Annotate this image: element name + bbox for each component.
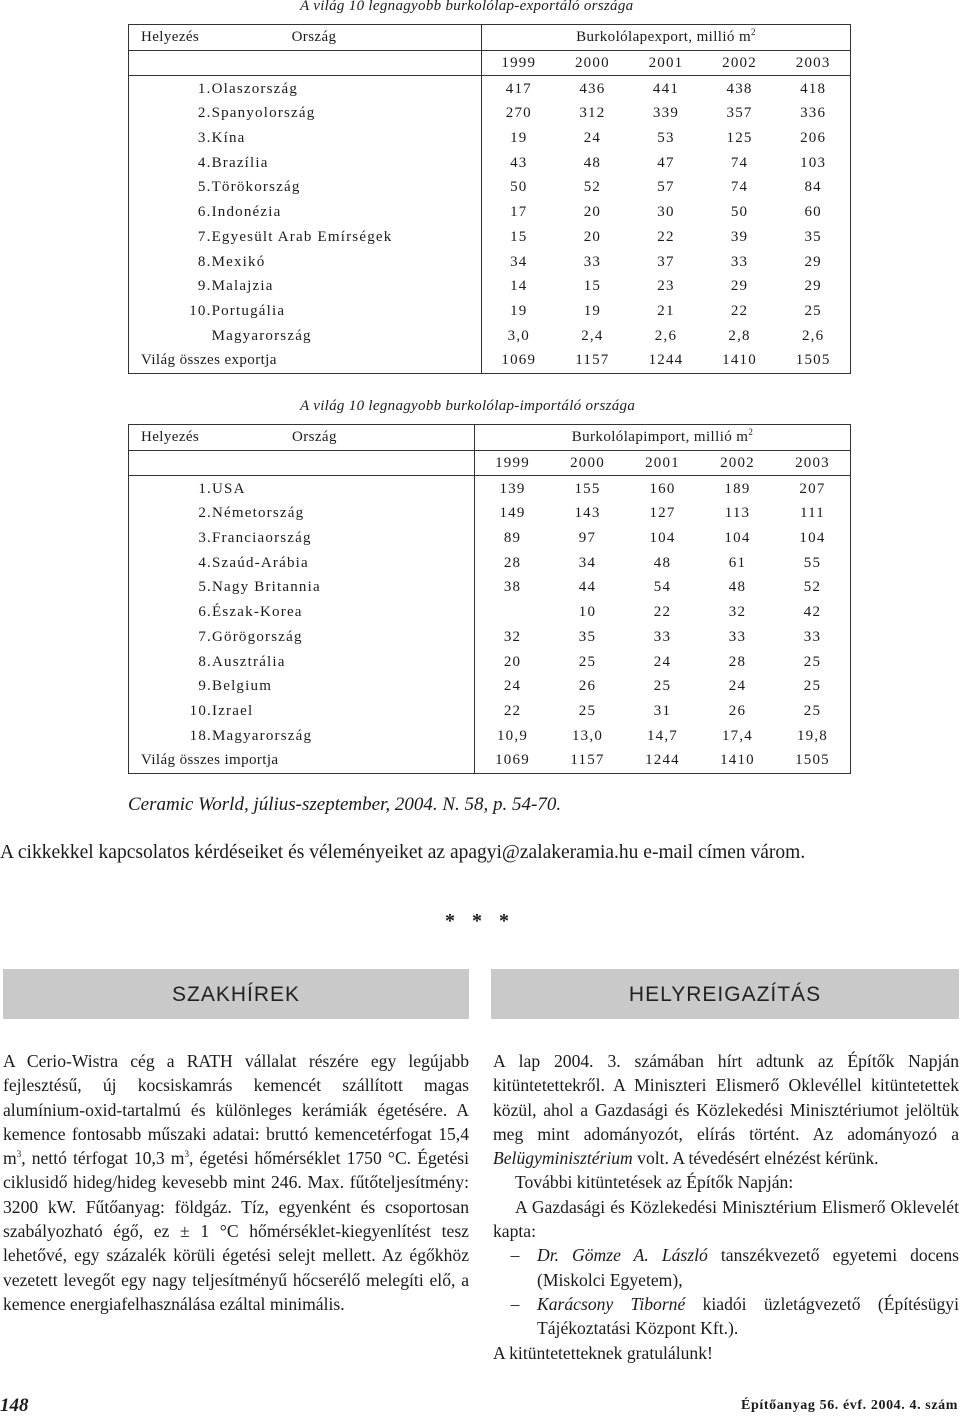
- total-value: 1069: [501, 352, 537, 369]
- rank-cell: 1.: [197, 80, 212, 97]
- country-cell: USA: [212, 476, 475, 501]
- value-cell: 60: [804, 204, 822, 221]
- table-row: [129, 249, 851, 274]
- value-cell: 25: [578, 702, 597, 719]
- value-cell: 29: [804, 278, 822, 295]
- value-cell: 189: [724, 480, 751, 497]
- value-cell: 34: [510, 253, 528, 270]
- szakhirek-article: [3, 1049, 469, 1316]
- country-cell: Franciaország: [212, 526, 475, 551]
- rank-cell: 8.: [197, 253, 212, 270]
- rank-cell: 10.: [189, 302, 212, 319]
- years-row: [129, 450, 851, 476]
- value-cell: 14,7: [646, 727, 679, 744]
- table-row: [129, 699, 851, 724]
- value-cell: 19,8: [796, 727, 829, 744]
- value-cell: 111: [799, 505, 825, 522]
- country-cell: Szaúd-Arábia: [212, 550, 475, 575]
- value-cell: 24: [653, 653, 672, 670]
- country-cell: Mexikó: [212, 249, 482, 274]
- rank-cell: 1.: [198, 480, 212, 497]
- country-cell: Görögország: [212, 625, 475, 650]
- value-cell: 55: [803, 554, 822, 571]
- value-cell: 74: [730, 179, 749, 196]
- value-cell: 417: [505, 80, 532, 97]
- value-cell: 50: [510, 179, 528, 196]
- total-value: 1505: [795, 352, 831, 369]
- total-label: Világ összes importja: [129, 748, 475, 773]
- value-cell: 38: [503, 579, 522, 596]
- award-item: – Karácsony Tiborné kiadói üzletágvezető (Építésügyi Tájékoztatási Központ Kft.).: [510, 1293, 959, 1339]
- value-cell: 48: [653, 554, 672, 571]
- value-cell: 339: [652, 105, 680, 122]
- value-cell: 127: [649, 505, 676, 522]
- value-cell: 15: [583, 278, 602, 295]
- year-cell: 1999: [482, 50, 556, 76]
- value-cell: 42: [803, 604, 822, 621]
- value-cell: 50: [730, 204, 749, 221]
- value-cell: 20: [583, 204, 602, 221]
- value-cell: 143: [574, 505, 601, 522]
- value-cell: 53: [657, 130, 675, 147]
- country-cell: Belgium: [212, 674, 475, 699]
- table-row: [129, 600, 851, 625]
- rank-cell: 10.: [189, 702, 212, 719]
- value-cell: 84: [804, 179, 822, 196]
- value-cell: 20: [503, 653, 522, 670]
- value-cell: 25: [653, 678, 672, 695]
- total-value: 1505: [795, 752, 830, 769]
- journal-info: Építőanyag 56. évf. 2004. 4. szám: [741, 1398, 958, 1413]
- value-cell: 155: [574, 480, 601, 497]
- header-rank: Helyezés: [129, 425, 213, 451]
- value-cell: 29: [730, 278, 749, 295]
- rank-cell: 2.: [198, 505, 212, 522]
- value-cell: 61: [728, 554, 747, 571]
- year-cell: 2001: [629, 50, 703, 76]
- value-cell: 29: [804, 253, 822, 270]
- value-cell: 104: [649, 530, 676, 547]
- total-row: [129, 348, 851, 373]
- value-cell: 32: [728, 604, 747, 621]
- years-row: [129, 50, 851, 76]
- value-cell: 10,9: [496, 727, 529, 744]
- year-cell: 2000: [556, 50, 630, 76]
- value-cell: 33: [653, 628, 672, 645]
- value-cell: 33: [728, 628, 747, 645]
- awards-ministry: A Gazdasági és Közlekedési Minisztérium Elismerő Oklevelét kapta:: [493, 1196, 959, 1242]
- year-cell: 2000: [550, 450, 625, 476]
- award-item: – Dr. Gömze A. László tanszékvezető egyetemi docens (Miskolci Egyetem),: [510, 1245, 959, 1290]
- rank-cell: 3.: [197, 130, 212, 147]
- rank-cell: 18.: [189, 727, 212, 744]
- table-row: [129, 723, 851, 748]
- section-separator: * * *: [445, 910, 515, 932]
- value-cell: 33: [583, 253, 602, 270]
- header-group: Burkolólapimport, millió $m^2$: [475, 425, 851, 451]
- table-row: [129, 550, 851, 575]
- value-cell: 97: [578, 530, 597, 547]
- value-cell: 35: [578, 628, 597, 645]
- country-cell: Portugália: [212, 299, 482, 324]
- value-cell: 24: [583, 130, 602, 147]
- country-cell: Észak-Korea: [212, 600, 475, 625]
- value-cell: 39: [730, 228, 749, 245]
- value-cell: 47: [657, 154, 675, 171]
- value-cell: 13,0: [571, 727, 604, 744]
- value-cell: 206: [800, 130, 827, 147]
- table-row: [129, 526, 851, 551]
- value-cell: 43: [510, 154, 528, 171]
- value-cell: 34: [578, 554, 597, 571]
- table-row: [129, 575, 851, 600]
- country-cell: Törökország: [212, 175, 482, 200]
- value-cell: 89: [503, 530, 522, 547]
- value-cell: 22: [503, 702, 522, 719]
- header-rank: Helyezés: [129, 25, 212, 51]
- value-cell: 24: [503, 678, 522, 695]
- value-cell: 207: [799, 480, 826, 497]
- source-citation: Ceramic World, július-szeptember, 2004. N. 58, p. 54-70.: [128, 794, 562, 815]
- year-cell: 2003: [775, 450, 851, 476]
- table-row: [129, 323, 851, 348]
- rank-cell: 4.: [198, 554, 212, 571]
- value-cell: 2,4: [581, 327, 604, 344]
- country-cell: Indonézia: [212, 200, 482, 225]
- value-cell: 22: [730, 302, 749, 319]
- value-cell: 30: [657, 204, 675, 221]
- szakhirek-banner: SZAKHÍREK: [3, 969, 469, 1019]
- table-row: [129, 200, 851, 225]
- import-table-caption: A világ 10 legnagyobb burkolólap-importáló országa: [300, 398, 636, 414]
- rank-cell: 6.: [198, 604, 212, 621]
- value-cell: 48: [728, 579, 747, 596]
- total-value: 1410: [722, 352, 757, 369]
- table-row: [129, 76, 851, 101]
- value-cell: 74: [730, 154, 749, 171]
- value-cell: 25: [803, 678, 822, 695]
- rank-cell: 5.: [198, 579, 212, 596]
- table-row: [129, 625, 851, 650]
- value-cell: 104: [724, 530, 751, 547]
- value-cell: 441: [652, 80, 680, 97]
- table-row: [129, 150, 851, 175]
- table-row: [129, 274, 851, 299]
- value-cell: 14: [510, 278, 528, 295]
- value-cell: 20: [583, 228, 602, 245]
- value-cell: 270: [505, 105, 532, 122]
- value-cell: 2,6: [654, 327, 678, 344]
- table-row: [129, 674, 851, 699]
- value-cell: 21: [657, 302, 675, 319]
- table-row: [129, 175, 851, 200]
- value-cell: 24: [728, 678, 747, 695]
- year-cell: 2003: [776, 50, 850, 76]
- year-cell: 2002: [700, 450, 775, 476]
- value-cell: 25: [803, 702, 822, 719]
- country-cell: Nagy Britannia: [212, 575, 475, 600]
- value-cell: 436: [579, 80, 606, 97]
- value-cell: 26: [728, 702, 747, 719]
- value-cell: 139: [499, 480, 526, 497]
- year-cell: 2002: [703, 50, 777, 76]
- country-cell: Magyarország: [212, 323, 482, 348]
- rank-cell: 3.: [198, 530, 212, 547]
- value-cell: 44: [578, 579, 597, 596]
- header-group: Burkolólapexport, millió $m^2$: [482, 25, 851, 51]
- szakhirek-paragraph: A Cerio-Wistra cég a RATH vállalat részére egy legújabb fejlesztésű, új kocsiskamrás kemencét szállított magas alumínium-oxid-tartalmú és különleges kerámiák égetésére. A kemence fontosabb műszaki adatai: bruttó kemencetérfogat 15,4 $m^3$, nettó térfogat 10,3 $m^3$, égetési hőmérséklet 1750 °C. Égetési ciklusidő hideg/hideg kevesebb mint 246. Max. fűtőteljesítmény: 3200 kW. Fűtőanyag: földgáz. Tíz, egyenként és csoportosan szabályozható égő, ez ± 1 °C hőmérséklet-kiegyenlítést tesz lehetővé, egy százalék körüli égetési selejt mellett. Az égőkhöz vezetett levegőt egy nagy teljesítményű hőcserélő melegíti elő, a kemence energiafelhasználása ezáltal minimális.: [3, 1051, 469, 1314]
- value-cell: 103: [800, 154, 827, 171]
- rank-cell: 5.: [197, 179, 212, 196]
- value-cell: 57: [657, 179, 675, 196]
- country-cell: Magyarország: [212, 723, 475, 748]
- country-cell: Spanyolország: [212, 101, 482, 126]
- rank-cell: 2.: [197, 105, 212, 122]
- export-table-caption: A világ 10 legnagyobb burkolólap-exportáló országa: [300, 0, 634, 14]
- table-row: [129, 101, 851, 126]
- value-cell: 35: [804, 228, 822, 245]
- page-number: 148: [0, 1395, 29, 1416]
- contact-line: A cikkekkel kapcsolatos kérdéseiket és véleményeiket az apagyi@zalakeramia.hu e-mail címen várom.: [0, 842, 806, 863]
- rank-cell: 7.: [198, 628, 212, 645]
- total-value: 1244: [648, 352, 684, 369]
- value-cell: 160: [649, 480, 676, 497]
- value-cell: [475, 600, 550, 625]
- value-cell: 54: [653, 579, 672, 596]
- country-cell: Brazília: [212, 150, 482, 175]
- value-cell: 19: [510, 130, 528, 147]
- value-cell: 10: [578, 604, 597, 621]
- table-row: [129, 501, 851, 526]
- value-cell: 357: [726, 105, 753, 122]
- import-table: [128, 424, 851, 774]
- table-row: [129, 225, 851, 250]
- value-cell: 17: [510, 204, 528, 221]
- table-header-row: [129, 425, 851, 451]
- value-cell: 418: [800, 80, 827, 97]
- rank-cell: 9.: [198, 678, 212, 695]
- value-cell: 22: [653, 604, 672, 621]
- value-cell: 3,0: [507, 327, 530, 344]
- value-cell: 22: [657, 228, 675, 245]
- year-cell: 2001: [625, 450, 700, 476]
- value-cell: 17,4: [721, 727, 753, 744]
- value-cell: 336: [800, 105, 827, 122]
- value-cell: 2,8: [728, 327, 751, 344]
- rank-cell: 7.: [197, 228, 212, 245]
- table-row: [129, 649, 851, 674]
- country-cell: Kína: [212, 126, 482, 151]
- correction-paragraph: A lap 2004. 3. számában hírt adtunk az Építők Napján kitüntetettekről. A Miniszteri Elismerő Oklevéllel kitüntetettek közül, ahol a Gazdasági és Közlekedési Minisztériumot jelöltük meg mint adományozót, elírás történt. Az adományozó a Belügyminisztérium volt. A tévedésért elnézést kérünk.: [493, 1051, 959, 1169]
- value-cell: 31: [653, 702, 672, 719]
- country-cell: Olaszország: [212, 76, 482, 101]
- export-table: [128, 24, 851, 374]
- total-value: 1244: [645, 752, 680, 769]
- total-value: 1410: [720, 752, 755, 769]
- value-cell: 125: [726, 130, 753, 147]
- value-cell: 28: [728, 653, 747, 670]
- rank-cell: [129, 323, 212, 348]
- total-value: 1069: [495, 752, 530, 769]
- value-cell: 23: [657, 278, 675, 295]
- table-row: [129, 476, 851, 501]
- rank-cell: 6.: [197, 204, 212, 221]
- helyreigazitas-banner: HELYREIGAZÍTÁS: [491, 969, 959, 1019]
- awards-intro: További kitüntetések az Építők Napján:: [515, 1172, 794, 1193]
- value-cell: 25: [578, 653, 597, 670]
- value-cell: 15: [510, 228, 528, 245]
- table-row: [129, 126, 851, 151]
- congratulations: A kitüntetetteknek gratulálunk!: [493, 1342, 713, 1363]
- value-cell: 312: [579, 105, 606, 122]
- value-cell: 104: [799, 530, 826, 547]
- value-cell: 25: [804, 302, 822, 319]
- value-cell: 25: [803, 653, 822, 670]
- value-cell: 2,6: [801, 327, 825, 344]
- header-country: Ország: [212, 425, 475, 451]
- country-cell: Malajzia: [212, 274, 482, 299]
- rank-cell: 9.: [197, 278, 212, 295]
- country-cell: Ausztrália: [212, 649, 475, 674]
- value-cell: 149: [499, 505, 526, 522]
- table-header-row: [129, 25, 851, 51]
- header-country: Ország: [212, 25, 482, 51]
- country-cell: Németország: [212, 501, 475, 526]
- total-row: [129, 748, 851, 773]
- helyreigazitas-article: [493, 1049, 959, 1365]
- total-value: 1157: [575, 352, 610, 369]
- value-cell: 32: [503, 628, 522, 645]
- value-cell: 52: [583, 179, 602, 196]
- rank-cell: 8.: [198, 653, 212, 670]
- value-cell: 52: [803, 579, 822, 596]
- value-cell: 19: [510, 302, 528, 319]
- year-cell: 1999: [475, 450, 550, 476]
- country-cell: Egyesült Arab Emírségek: [212, 225, 482, 250]
- value-cell: 26: [578, 678, 597, 695]
- value-cell: 438: [726, 80, 753, 97]
- value-cell: 28: [503, 554, 522, 571]
- rank-cell: 4.: [197, 154, 212, 171]
- value-cell: 37: [657, 253, 675, 270]
- value-cell: 33: [803, 628, 822, 645]
- value-cell: 113: [724, 505, 751, 522]
- value-cell: 48: [583, 154, 602, 171]
- value-cell: 19: [583, 302, 602, 319]
- total-value: 1157: [570, 752, 605, 769]
- table-row: [129, 299, 851, 324]
- total-label: Világ összes exportja: [129, 348, 482, 373]
- value-cell: 33: [730, 253, 749, 270]
- country-cell: Izrael: [212, 699, 475, 724]
